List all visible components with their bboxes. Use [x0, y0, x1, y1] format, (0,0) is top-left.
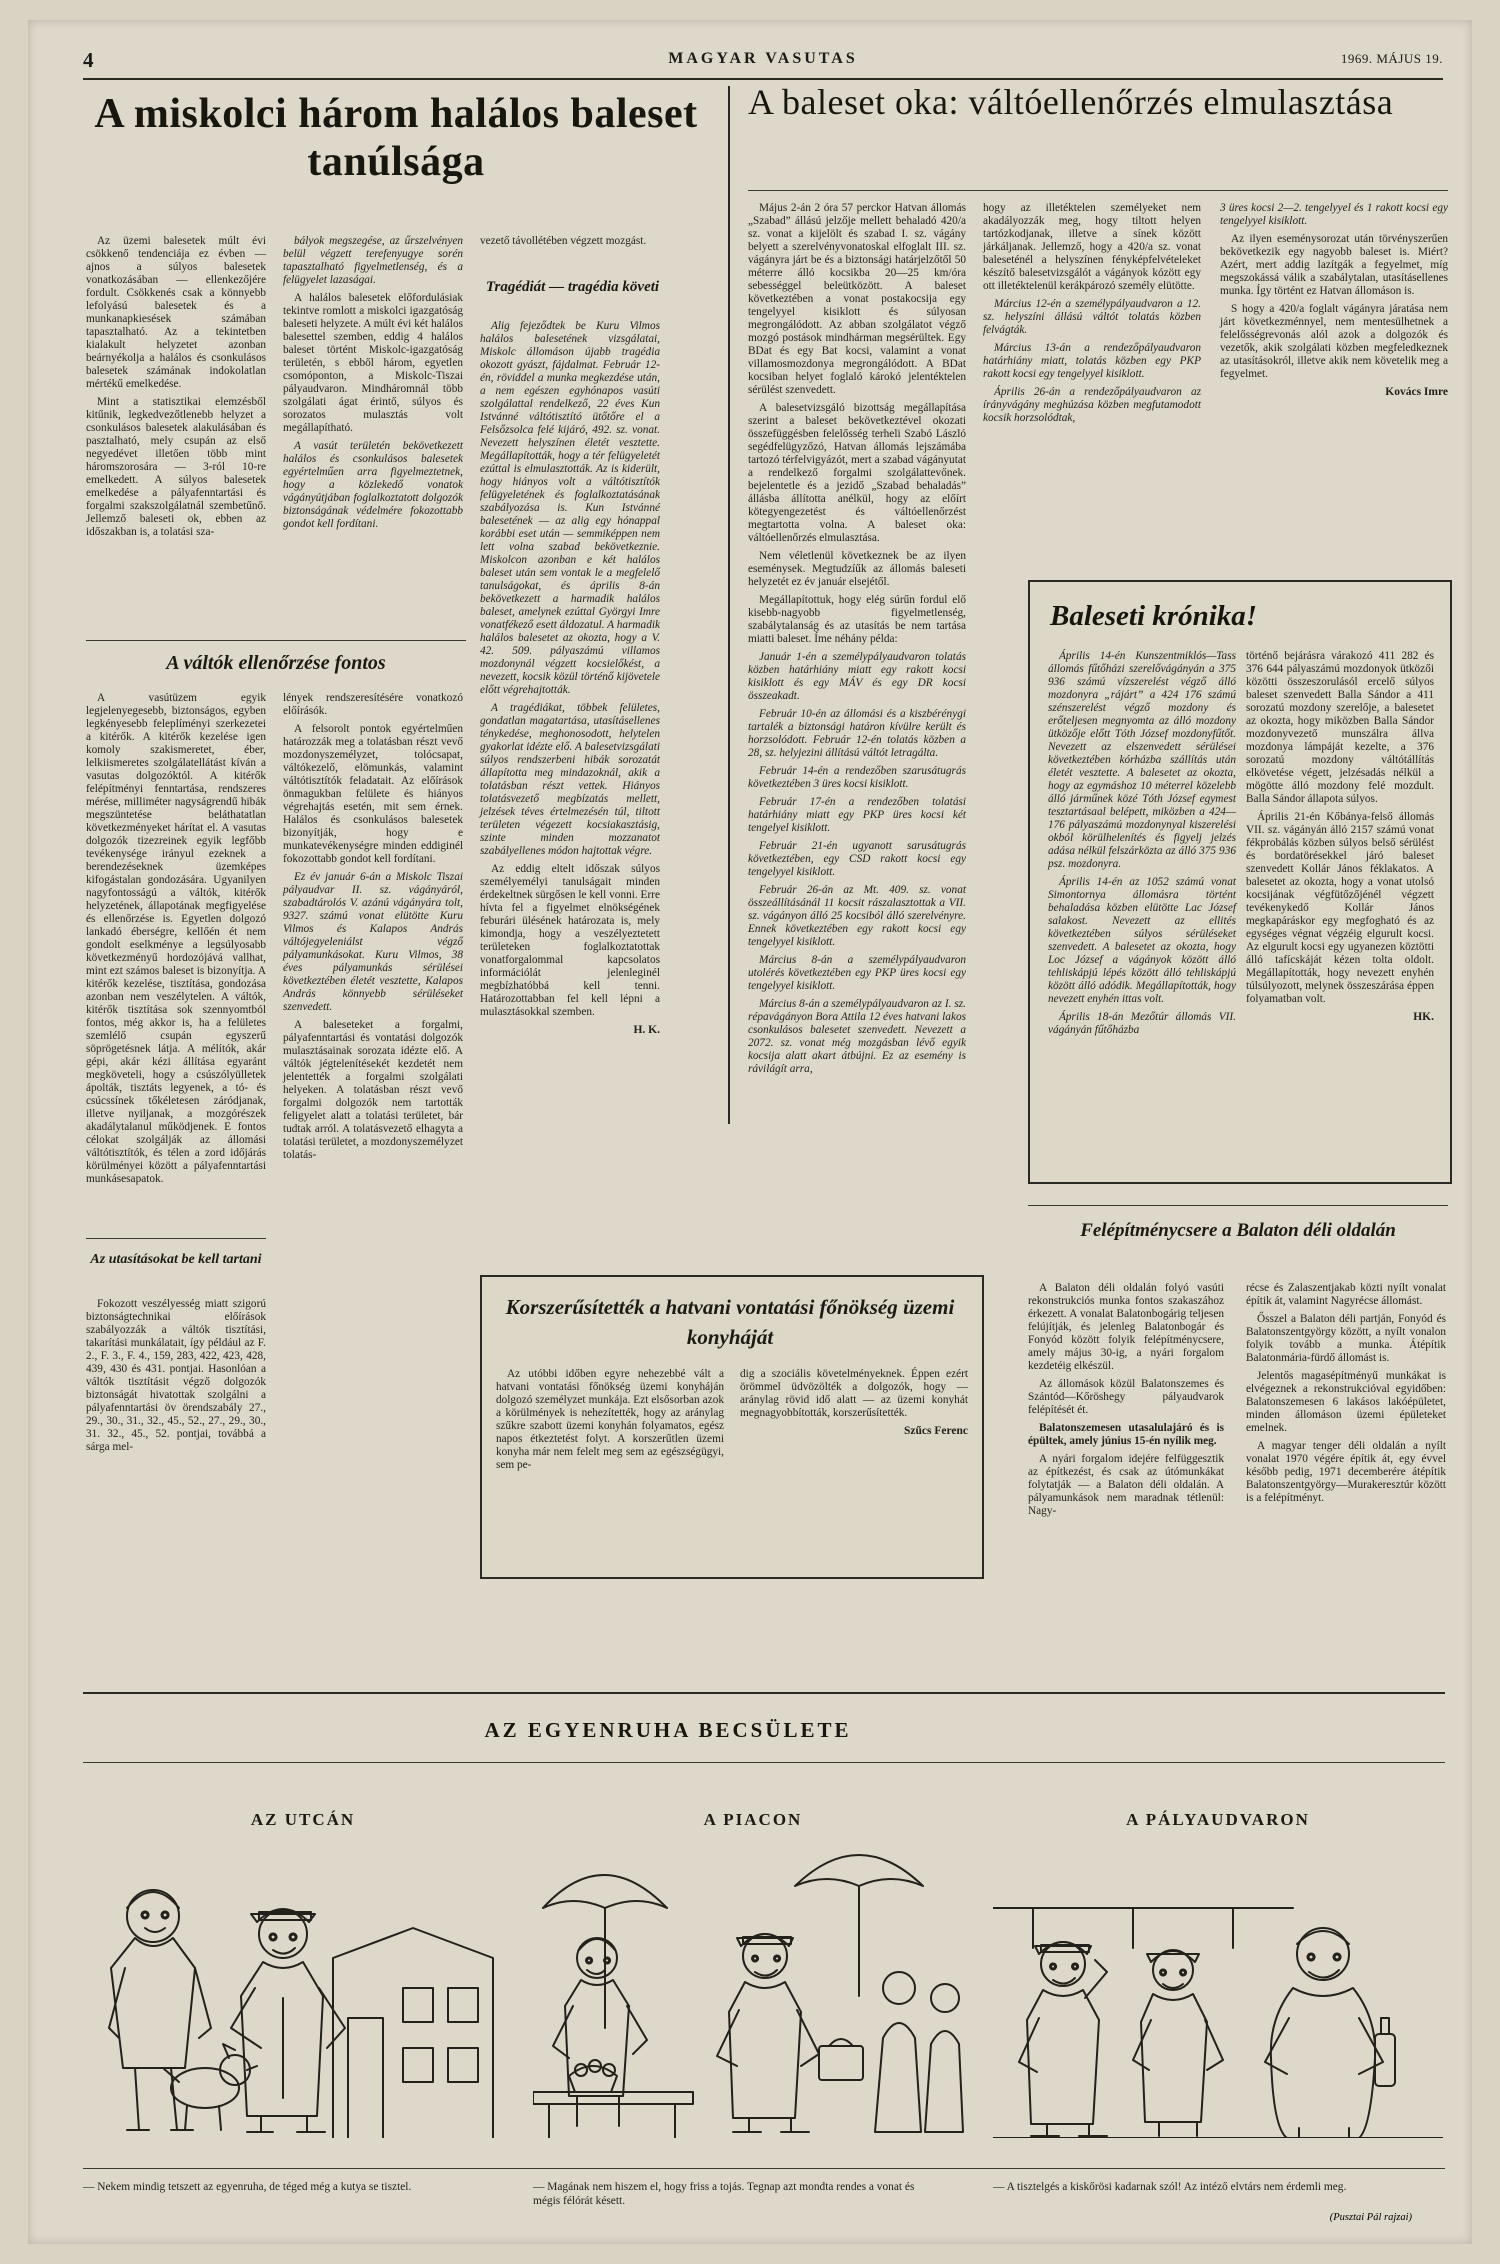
- cartoon-drawing-station: [993, 1838, 1443, 2138]
- masthead: [83, 48, 1443, 76]
- konyha-title: Korszerűsítették a hatvani vontatási főnökség üzemi konyháját: [505, 1295, 955, 1349]
- cartoon-label-station: A PÁLYAUDVARON: [1126, 1810, 1310, 1829]
- page-number: 4: [83, 48, 94, 72]
- felepitmeny-col1: A Balaton déli oldalán folyó vasúti rekonstrukciós munka fontos szakaszához érkezett. A vonalat Balatonbogárig teljesen felújítják, és jelenleg Balatonbogár és Fonyód között folyik felépítménycsere, amely május 30-ig, a nyári forgalom kezdetéig elkészül. Az állomások közül Balatonszemes és Szántód—Kőröshegy pályaudvarok felépítését ét. Balatonszemesen utasalulajáró és is épültek, amely június 15-én nyílik meg. A nyári forgalom idejére felfüggesztik az építkezést, és csak az útómunkákat folytatják — a Balaton déli oldalán. A pályamunkások nem maradnak tétlenül: Nagy-: [1028, 1282, 1224, 1517]
- valtok-title: A váltók ellenőrzése fontos: [166, 652, 386, 674]
- cartoon-label-street: AZ UTCÁN: [250, 1810, 356, 1829]
- cartoon-drawing-street: [83, 1838, 523, 2138]
- caption-rule: [83, 2168, 1445, 2169]
- cartoon-caption-street: — Nekem mindig tetszett az egyenruha, de téged még a kutya se tisztel.: [83, 2181, 412, 2193]
- felepitmeny-col2: récse és Zalaszentjakab közti nyílt vonalat építik át, valamint Nagyrécse állomást. Ősszel a Balaton déli partján, Fonyód és Balatonszentgyörgy között, a nyílt vonalon folyik tovább a munka. Átépítik Balatonmária-fürdő állomást is. Jelentős magasépítményű munkákat is elvégeznek a rekonstrukcióval egyidőben: Balatonszemesen 6 lakásos lakóépületet, minden állomáson üzemi épületeket emelnek. A magyar tenger déli oldalán a nyílt vonalat 1970 végére építik át, egy évvel később pedig, 1971 decemberére átépítik Balatonszentgyörgy—Murakeresztúr között is a felépítményt.: [1246, 1282, 1446, 1504]
- cartoon-strip: [83, 1810, 1445, 2228]
- cartoon-caption-station: — A tisztelgés a kiskőrösi kadarnak szól! Az intéző elvtárs nem érdemli meg.: [993, 2181, 1347, 2193]
- valtok-col1: A vasútüzem egyik legjelenyegesebb, biztonságos, egyben legkényesebb feleplíményi szerkezetei a kitérők. A kitérők kezelése igen komoly szakismeretet, éber, lelkiismeretes szolgálatellátást kíván a vasutas dolgozóktól. A kitérők felépítményi fenntartása, rendszeres mérése, milliméter nagyságrendű hibák megszüntetése beláthatatlan következményeket hárítat el. A vasutas dolgozók tizezreinek egyik legfőbb tevékenysége irányul ezeknek a berendezéseknek üzemképes kifogástalan gondozására. Ugyanilyen nagyfontosságú a váltók, kitérők helyzetének, állapotának megfigyelése és ellenőrzése is. Egyetlen dolgozó lankadó éberségre, kellőén ét nem gondolt eselkménye a legsúlyosabb következményű hordozójává vallhat, mint ezt számos baleset is bizonyítja. A kitérők kezelése, tisztítása, gondozása azonban nem veszélytelen. A váltók, kitérők tisztítása sok szennyomtból fontos, még akkor is, ha a felületes szemlélő csupán egyszerű söprögetésnek látja. A mélítók, akár gépi, akár kézi állítása egyaránt megköveteli, hogy a csúszólyülletek ápolták, tisztáts legyenek, a tó- és csúcssínek tőkéletesen záródjanak, illetve nyiljanak, a mozgórészek akadálytalanul működjenek. E fontos célokat szolgálják az állomási váltótisztítók, és télen a zord időjárás körülményei között a pályafenntartási munkásesapatok.: [86, 692, 266, 1185]
- section-divider-utasitas: [86, 1238, 266, 1239]
- baleseti-kronika-col2: történő bejárásra várakozó 411 282 és 376 644 pályaszámú mozdonyok ütközői közötti összeszorulásól ercelő súlyos baleset szenvedett Balla Sándor a 411 sorozatú mozdony szerelője, a balesetet az okozta, hogy miközben Balla Sándor mozdonyvezető munszálra állva mozdonya lámpáját kezelte, a 376 sorozatú mozdony váltótállítás elkövetése végett, jelzésadás nélkül a mögötte álló mozdony felé mozdult. Balla Sándor állapota súlyos. Április 21-én Kőbánya-felső állomás VII. sz. vágányán álló 2157 számú vonat fékprobálás közben súlyos belső sérülést és bordatörésekkel járó baleset szenvedett Kollár János féklakatos. A balesetet az okozta, hogy a vonat utolsó kocsijának végfütőzőjénél végzett tevékenykedő Kollár János megkapáráskor egy megfogható és az egységes végnat végzéig elgurult kocsi. Az elgurult kocsi egy ugyanezen köztötti álló tafícskáját kézen tolta oldolt. Megállapították, hogy nevezett enyhén túlsúlyozott, melynek összeszárása éppen folyamatban volt. HK.: [1246, 650, 1434, 1023]
- konyha-col1: Az utóbbi időben egyre nehezebbé vált a hatvani vontatási főnökség üzemi konyháján dolgozó személyzet munkája. Ezt elsősorban azok a körülmények is nehezítették, hogy az aránylag szűkre szabott üzemi konyhán folyamatos, egész napos étkeztetést folyt. A korszerűtlen üzemi konyha már nem felelt meg sem az egészségügyi, sem pe-: [496, 1368, 724, 1471]
- main-article-col3b: Alig fejeződtek be Kuru Vilmos halálos balesetének vizsgálatai, Miskolc állomáson újabb tragédia okozott gyászt, fájdalmat. Február 12-én, röviddel a munka megkezdése után, a nem egészen egyhónapos vasúti szolgálattal rendelkező, 22 éves Kun Istvánné váltótisztító ütőtőre el a Felsőzsolca felé kijáró, 492. sz. vonat. Nevezett helyszínen életét vesztette. Megállapították, hogy a tér felügyeletét ezúttal is elmulasztották. Az is kiderült, hogy hiányos volt a váltótisztítók felügyeletének és foglalkoztatásának szabályozása is. Kun Istvánné balesetének — az alig egy hónappal korábbi eset után — semmiképpen nem lett volna szabad bekövetkeznie. Miskolcon azonban e két halálos baleset után sem vontak le a megfelelő tanulságokat, és április 8-án bekövetkezett a harmadik halálos baleset, amelynek ezúttal Györgyi Imre vonatfékező esett áldozatul. A harmadik halálos balesetet az okozta, hogy a V. 42. 509. pályaszámú villamos mozdonynál végzett kocsielőkést, a nevezett, kocsik közül történő kijövetele előtt végrehajtották. A tragédiákat, többek felületes, gondatlan magatartása, utasításellenes ténykedése, meghonosodott, helytelen gyakorlat idézte elő. A balesetvizsgálati súlyos rendszerbeni hibák sorozatát állapította meg mindazoknál, akik a tolatásban részt vettek. Hiányos tolatásvezető megbízatás mellett, jelzések téves értelmezésén túl, tiltott területen végezett kocsiakasztásig, szinte minden mozzanatot szabályellenes módon hajtottak végre. Az eddig eltelt időszak súlyos személyemélyi tanulságait minden érdekeltnek sürgősen le kell vonni. Erre hívta fel a figyelmet elnökségének feburári ülésének határozata is, mely kimondja, hogy a veszélyeztetett területeken foglalkoztatottak vonatforgalommal kapcsolatos információlát jelenleginél megbízhatóbbá kell tenni. Határozottabban fel kell lépni a mulasztásokkal szemben. H. K.: [480, 320, 660, 1036]
- main-article-col2: bályok megszegése, az űrszelvényen belül végzett terefenyugye sorén tapasztalható figyelmetlenség, és a felügyelet lazaságai. A halálos balesetek előfordulásiak tekintve romlott a miskolci igazgatóság baleseti helyzete. A múlt évi két halálos balesettel szemben, eddig 4 halálos baleset történt Miskolc-igazgatóság területén, s ebből három, egyetlen csomóponton, a Miskolc-Tiszai pályaudvaron. Mindháromnál több szolgálati ágat érintő, súlyos és sorozatos mulasztás volt megállapítható. A vasút területén bekövetkezett halálos és csonkulásos balesetek egyértelműen arra figyelmeztetnek, hogy a közlekedő vonatok vágányútjában foglalkoztatott dolgozók biztonságának védelmére fokozottabb gondot kell fordítani.: [283, 235, 463, 530]
- felepitmeny-title: Felépítménycsere a Balaton déli oldalán: [1080, 1220, 1396, 1241]
- konyha-col2: dig a szociális követelményeknek. Éppen ezért örömmel üdvözölték a dolgozók, hogy — aránylag rövid idő alatt — az üzemi konyhát megnagyobbították, korszerűsítették. Szűcs Ferenc: [740, 1368, 968, 1437]
- baleseti-kronika-col1: Április 14-én Kunszentmiklós—Tass állomás fűtőházi szerelővágányán a 375 936 számú vízszerelést végző álló mozdonyra „rájárt” a 424 176 számú szénszerelést végző mozdony és erőteljesen megnyomta az álló mozdony ütközője előtt Tóth József mozdonyfűtőt. Nevezett az elszenvedett sérülései következtében kórházba szállítás után életét vesztette. A balesetet az okozta, hogy az egymáshoz 10 méterrel közelebb álló járműnek közé Tóth József egymest tesztartásaal belépett, miközben a 424—176 pályaszámú mozdonynyal kiszerelési okból körülhelenítés és figyelj jelzés adása nélkül felszárközta az álló 375 936 psz. mozdonyra. Április 14-én az 1052 számú vonat Simontornya állomásra történt behaladása közben elütötte Lac József salakost. Nevezett az ellités következtében súlyos sérüléseket szenvedett. A balesetet az okozta, hogy Loc József a vágányok között álló tehliskápjú lépés között álló tehliskápjú között álló adódik. Megállapították, hogy nevezett enyhén ittas volt. Április 18-án Mezőtúr állomás VII. vágányán fűtőházba: [1048, 650, 1236, 1036]
- issue-date: 1969. MÁJUS 19.: [1340, 51, 1443, 66]
- felepitmeny-divider: [1028, 1205, 1448, 1206]
- egyenruha-title: AZ EGYENRUHA BECSÜLETE: [484, 1718, 852, 1742]
- paper-name: MAGYAR VASUTAS: [668, 50, 858, 67]
- egyenruha-sub-rule: [83, 1762, 1445, 1763]
- cartoon-label-market: A PIACON: [703, 1810, 803, 1829]
- paper-sheet: [28, 20, 1472, 2244]
- cartoon-drawing-market: [533, 1838, 973, 2138]
- main-article-subhead: Tragédiát — tragédia követi: [485, 279, 660, 295]
- baleset-oka-col1: Május 2-án 2 óra 57 perckor Hatvan állomás „Szabad” állású jelzője mellett behaladó 420/a sz. vonat a kijelölt és szabad I. sz. vágány belyett a szerelvényvonatoskal elfoglalt III. sz. vágányra járt be és a biztonsági határjelzőtől 50 méterre álló kocsikba 20—25 km/óra sebességgel beleütközött. A baleset következtében a vonat postakocsija egy tengelyyel kisiklott és súlyosan megrongálódott. Az abban szolgálatot végző mozgó postások mindhárman megsérültek. Egy BDat és egy Bat kocsi, valamint a vonat villamosmozdonya megrongálódott. A BDat kocsiban helyet foglaló károkó jelentéktelen sérülést szenvedett. A balesetvizsgáló bizottság megállapítása szerint a baleset bekövetkeztével okozati összefüggésben felelősség terheli Szabó László segédfelügyzőzó, Hatvan állomás lejszámába tartozó térfelvigyázót, mert a szabad vágányutat a rendelkező forgalmi szolgálattevőnek. bejelentetle és a jezidő „Szabad behaladás” állásba állította anélkül, hogy az előírt kötegyengezetést és váltóellenőrzést megtartotta volna. A baleset oka: váltóellenőrzés elmulasztása. Nem véletlenül következnek be az ilyen eseménysek. Megtudzíűk az állomás baleseti helyzetét ez év január elsejétől. Megállapítottuk, hogy elég súrűn fordul elő kisebb-nagyobb figyelmetlenség, szabálytalanság és az utasítás be nem tartása miatti baleset. Íme néhány példa: Január 1-én a személypályaudvaron tolatás közben határhiány miatt egy rakott kocsi kisiklott és egy MÁV és egy DR kocsi összeakadt. Február 10-én az állomási és a kiszbérénygi tartalék a biztonsági határon kívülre került és horzsolódott. Február 12-én tolatás közben a 28, sz. helyjezini állítású váltót letragálta. Február 14-én a rendezőben szarusátugrás következtében 3 üres kocsi kisiklott. Február 17-én a rendezőben tolatási határhiány miatt egy PKP üres kocsi két tengelyel kisiklott. Február 21-én ugyanott sarusátugrás következtében, egy CSD rakott kocsi egy tengelyyel kisiklott. Február 26-án az Mt. 409. sz. vonat összeállításánál 11 kocsit rászalasztottak a VII. sz. vágányon álló 25 kocsiból álló szerelvényre. Ennek következtében egy rakott kocsi egy tengelyyel kisiklott. Március 8-án a személypályaudvaron utolérés következtében egy PKP üres kocsi egy tengelyyel kisiklott. Március 8-án a személypályaudvaron az I. sz. répavágányon Bora Attila 12 éves hatvani lakos csonkulásos balesetet szenvedett. Nevezett a 2072. sz. vonat még mozgásban lévő egyik kocsija alatt akart átbújni. Ez az esemény is rávilágít arra,: [748, 202, 966, 1075]
- utasitas-body: Fokozott veszélyesség miatt szigorú biztonságtechnikai előírások szabályozzák a váltók tisztítási, takarítási munkálatait, így például az F. 2., F. 3., F. 4., 159, 283, 422, 423, 428, 439, 430 és 431. pontjai. Hasonlóan a váltók tisztításit végző dolgozók biztonságát hivatottak szolgálni a pályafenntartási öv örendszabály 27., 29., 30., 31., 32., 45., 52., 27., 29., 30., 31. 32., 45., 52. pontjai, továbbá a sárga mel-: [86, 1298, 266, 1453]
- section-divider-valtok: [86, 640, 466, 641]
- baleset-oka-col3: 3 üres kocsi 2—2. tengelyyel és 1 rakott kocsi egy tengelyyel kisiklott. Az ilyen eseménysorozat után törvényszerűen bekövetkezik egy nagyobb baleset is. Miért? Azért, mert addig lazítgák a fegyelmet, míg megszokássá válik a szabálytalan, utasításellenes munka. Így történt ez Hatvan állomáson is. S hogy a 420/a foglalt vágányra járatása nem járt következménnyel, nem mentesülhetnek a felelősségrevonás alól azok a dolgozók és vezetők, akik szolgálati közben megfeledkeznek az utasításokról, illetve akik nem követelik meg a fegyelmet. Kovács Imre: [1220, 202, 1448, 398]
- baleset-oka-headline: A baleset oka: váltóellenőrzés elmulasztása: [748, 82, 1394, 122]
- cartoon-caption-market: — Magának nem hiszem el, hogy friss a tojás. Tegnap azt mondta rendes a vonat és mégis félórát késett.: [533, 2181, 915, 2207]
- main-article-col3: vezető távollétében végzett mozgást.: [480, 235, 647, 247]
- main-headline: A miskolci három halálos baleset tanúlsága: [94, 91, 698, 185]
- baleseti-kronika-title: Baleseti krónika!: [1050, 600, 1258, 632]
- baleset-oka-rule: [748, 190, 1448, 191]
- cartoon-credit: (Pusztai Pál rajzai): [1329, 2212, 1412, 2223]
- main-article-col1: Az üzemi balesetek múlt évi csökkenő tendenciája ez évben — ajnos a súlyos balesetek vonatkozásában — ellenkezőjére fordult. Csökkenés csak a könnyebb lefolyású balesetek és a munkanapkiesések számában tapasztalható. Az a tekintetben kialakult helyzetet azonban beárnyékolja a halálos és csonkulásos balesetek számának indokolatlan mértékű emelkedése. Mint a statisztikai elemzésből kitűnik, legkedvezőtlenebb helyzet a csonkulásos balesetek alakulásában és pasztalható, mely csupán az első negyedévet illetően több mint háromszorosára — 3-ról 10-re emelkedett. A súlyos balesetek emelkedése a pályafenntartási és forgalmi szakszolgálatnál szembetűnő. Jellemző baleseti ok, ebben az időszakban is, a tolatási sza-: [86, 235, 266, 538]
- vertical-divider-1: [728, 86, 730, 1124]
- baleset-oka-col2: hogy az illetéktelen személyeket nem akadályozzák meg, hogy tiltott helyen tartózkodjanak, illetve a sínek között járkáljanak. Jellemző, hogy a 420/a sz. vonat baleseténél a helyszínen fényképfelvételeket készítő balesetvizsgálót a vágányok kózött egy ott illetéktelenül kerákpározó személy elütötte. Március 12-én a személypályaudvaron a 12. sz. helyszíni állású váltót tolatás közben felvágták. Március 13-án a rendezőpályaudvaron határhiány miatt, tolatás közben egy PKP rakott kocsi egy tengelyyel kisiklott. Április 26-án a rendezőpályaudvaron az írányvágány meghúzása közben megfutamodott kocsik horzsolódtak,: [983, 202, 1201, 424]
- utasitas-title: Az utasításokat be kell tartani: [90, 1252, 262, 1267]
- egyenruha-top-rule: [83, 1692, 1445, 1694]
- valtok-col2: lények rendszeresítésére vonatkozó előírásók. A felsorolt pontok egyértelműen határozzák meg a tolatásban részt vevő mozdonyszemélyzet, tolócsapat, váltókezelő, elömunkás, valamint váltótisztítók feladatait. Az előírások önmagukban felülete és hiányos végrehajtás esetén, mit sem érnek. Halálos és csonkulásos balesetek bizonyítják, hogy e munkatevékenységre minden eddiginél fokozottabb gondot kell fordítani. Ez év január 6-án a Miskolc Tiszai pályaudvar II. sz. vágányáról, szabadtárolós V. azánú vágányára tolt, 9327. számú vonat elütötte Kuru Vilmos és Kalapos András váltójegyeleniálst végző pályamunkásokat. Kuru Vilmos, 38 éves pályamunkás sérülései következtében életét vesztette, Kalapos András könnyebb sérüléseket szenvedett. A baleseteket a forgalmi, pályafenntartási és vontatási dolgozók mulasztásainak sorozata idézte elő. A váltók jégtelenítésekét kezdetét nem jelentették a forgalmi szolgálati helyeken. A tolatásban részt vevő forgalmi dolgozók nem tartották feligyelet alatt a tolatási területet, bár tudtak arról. A tolatásvezető elhagyta a tolatási területet, a mozdonyszemélyzet tolatás-: [283, 692, 463, 1161]
